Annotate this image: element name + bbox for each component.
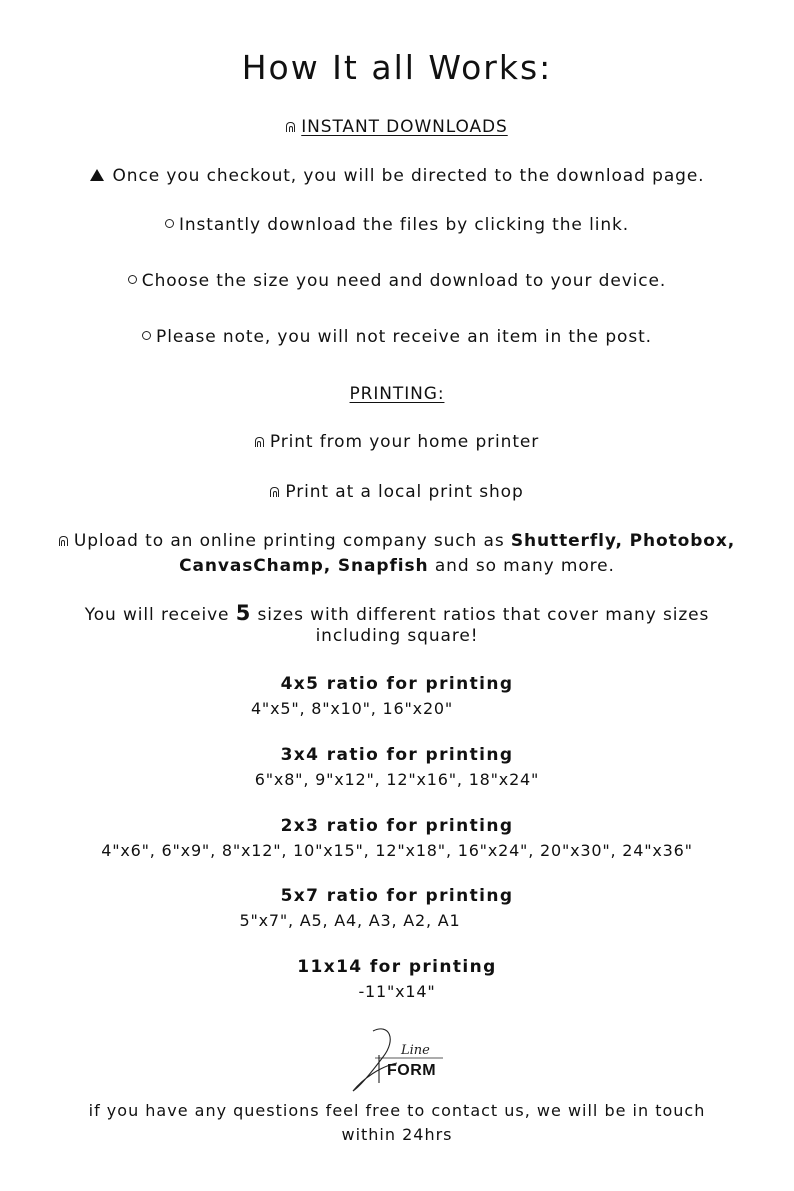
printing-local: Print at a local print shop	[0, 482, 794, 502]
instant-item-4: Please note, you will not receive an item in the post.	[0, 327, 794, 347]
printing-online-line1: Upload to an online printing company such as Shutterfly, Photobox,	[0, 531, 794, 551]
instant-item-1: Once you checkout, you will be directed to the download page.	[0, 166, 794, 186]
ratio-title-4x5: 4x5 ratio for printing	[280, 674, 514, 694]
ratio-title-2x3: 2x3 ratio for printing	[280, 816, 514, 836]
receive-line1: You will receive 5 sizes with different ratios that cover many sizes	[84, 601, 710, 625]
logo-script-text: Line	[401, 1043, 430, 1058]
ratio-title-3x4: 3x4 ratio for printing	[280, 745, 514, 765]
ratio-title-11x14: 11x14 for printing	[297, 957, 497, 977]
ratio-sizes-4x5: 4"x5", 8"x10", 16"x20"	[250, 699, 454, 718]
line-form-logo	[345, 1025, 455, 1095]
printing-home: Print from your home printer	[0, 432, 794, 452]
ratio-sizes-11x14: -11"x14"	[358, 982, 436, 1001]
footer-line1: if you have any questions feel free to contact us, we will be in touch	[88, 1101, 706, 1120]
printing-online-line2: CanvasChamp, Snapfish and so many more.	[179, 556, 615, 576]
arch-icon	[286, 122, 295, 132]
arch-icon	[270, 487, 279, 497]
instant-item-2: Instantly download the files by clicking the link.	[0, 215, 794, 235]
page-title: How It all Works:	[241, 48, 553, 87]
receive-line2: including square!	[315, 626, 479, 646]
circle-icon	[128, 275, 137, 284]
circle-icon	[165, 219, 174, 228]
footer-line2: within 24hrs	[341, 1125, 453, 1144]
instant-downloads-heading: INSTANT DOWNLOADS	[0, 117, 794, 137]
size-count: 5	[235, 601, 252, 625]
ratio-title-5x7: 5x7 ratio for printing	[280, 886, 514, 906]
instant-item-3: Choose the size you need and download to your device.	[0, 271, 794, 291]
ratio-sizes-5x7: 5"x7", A5, A4, A3, A2, A1	[239, 911, 461, 930]
ratio-sizes-3x4: 6"x8", 9"x12", 12"x16", 18"x24"	[254, 770, 540, 789]
logo-word-text: FORM	[387, 1062, 437, 1079]
arch-icon	[255, 437, 264, 447]
circle-icon	[142, 331, 151, 340]
ratio-sizes-2x3: 4"x6", 6"x9", 8"x12", 10"x15", 12"x18", 16"x24", 20"x30", 24"x36"	[101, 841, 693, 860]
arch-icon	[59, 536, 68, 546]
printing-heading: PRINTING:	[349, 384, 445, 404]
triangle-icon	[90, 169, 104, 181]
